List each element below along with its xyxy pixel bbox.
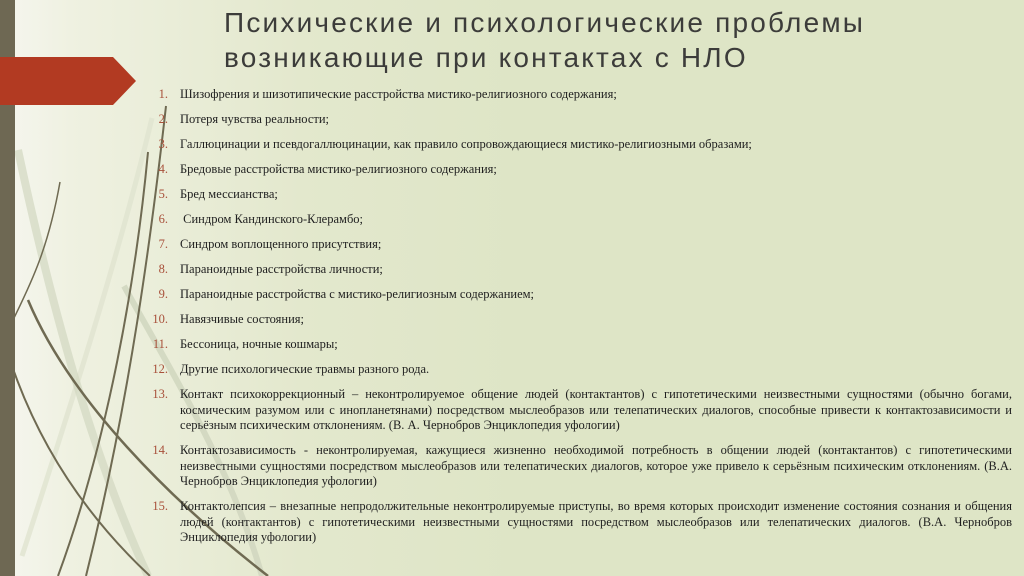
list-item-text: Синдром воплощенного присутствия; [180,237,382,251]
list-item-text: Бредовые расстройства мистико-религиозного содержания; [180,162,497,176]
list-item [140,187,1012,203]
list-item-text: Бессоница, ночные кошмары; [180,337,338,351]
list-item-number: 9. [158,287,168,301]
list-item-text: Бред мессианства; [180,187,278,201]
list-item-number: 4. [158,162,168,176]
list-item [140,112,1012,128]
list-item-number: 7. [158,237,168,251]
list-item [140,87,1012,103]
list-item-number: 14. [152,443,168,457]
list-item-text: Потеря чувства реальности; [180,112,330,126]
list-item-number: 5. [158,187,168,201]
slide-title [224,5,1004,75]
list-item-text: Контактолепсия – внезапные непродолжительные неконтролируемые приступы, во время которых происходит изменение состояния сознания и общения людей (контактантов) с гипотетическими неизвестными сущностями посредством мыслеобразов или телепатических диалогов. (В.А. Чернобров Энциклопедия уфологии) [180,499,1012,544]
list-item-number: 1. [158,87,168,101]
list-item [140,337,1012,353]
list-item-number: 10. [152,312,168,326]
list-item-text: Другие психологические травмы разного рода. [180,362,430,376]
list-item-number: 11. [152,337,168,351]
list-item-text: Контактозависимость - неконтролируемая, кажущиеся жизненно необходимой потребность в общении людей (контактантов) с гипотетическими неизвестными сущностями посредством мыслеобразов или телепатических диалогов, которое уже привело к серьёзным психическим отклонениям. (В.А. Чернобров Энциклопедия уфологии) [180,443,1012,488]
list-item [140,387,1012,434]
right-arrow-shape [0,57,136,105]
list-item-text: Навязчивые состояния; [180,312,305,326]
list-item [140,162,1012,178]
list-item [140,137,1012,153]
numbered-list [140,87,1012,555]
list-item [140,237,1012,253]
list-item-number: 13. [152,387,168,401]
list-item-text: Параноидные расстройства с мистико-религиозным содержанием; [180,287,535,301]
list-item-text: Синдром Кандинского-Клерамбо; [180,212,364,226]
list-item-text: Галлюцинации и псевдогаллюцинации, как правило сопровождающиеся мистико-религиозными образами; [180,137,752,151]
list-item-number: 12. [152,362,168,376]
list-item-number: 15. [152,499,168,513]
list-item [140,212,1012,228]
list-item [140,287,1012,303]
list-item [140,262,1012,278]
list-item [140,499,1012,546]
list-item [140,443,1012,490]
list-item-number: 2. [158,112,168,126]
list-item-number: 6. [158,212,168,226]
list-item-number: 3. [158,137,168,151]
list-item-text: Параноидные расстройства личности; [180,262,383,276]
slide-title-line2: возникающие при контактах с НЛО [224,42,748,73]
list-item [140,362,1012,378]
list-item-number: 8. [158,262,168,276]
list-item-text: Шизофрения и шизотипические расстройства мистико-религиозного содержания; [180,87,617,101]
slide-title-line1: Психические и психологические проблемы [224,7,866,38]
list-item-text: Контакт психокоррекционный – неконтролируемое общение людей (контактантов) с гипотетическими неизвестными сущностями (обычно богами, космическим разумом или с инопланетянами) посредством мыслеобразов или телепатических диалогов, способные привести к контактозависимости и серьёзным психическим отклонениям. (В. А. Чернобров Энциклопедия уфологии) [180,387,1012,432]
list-item [140,312,1012,328]
